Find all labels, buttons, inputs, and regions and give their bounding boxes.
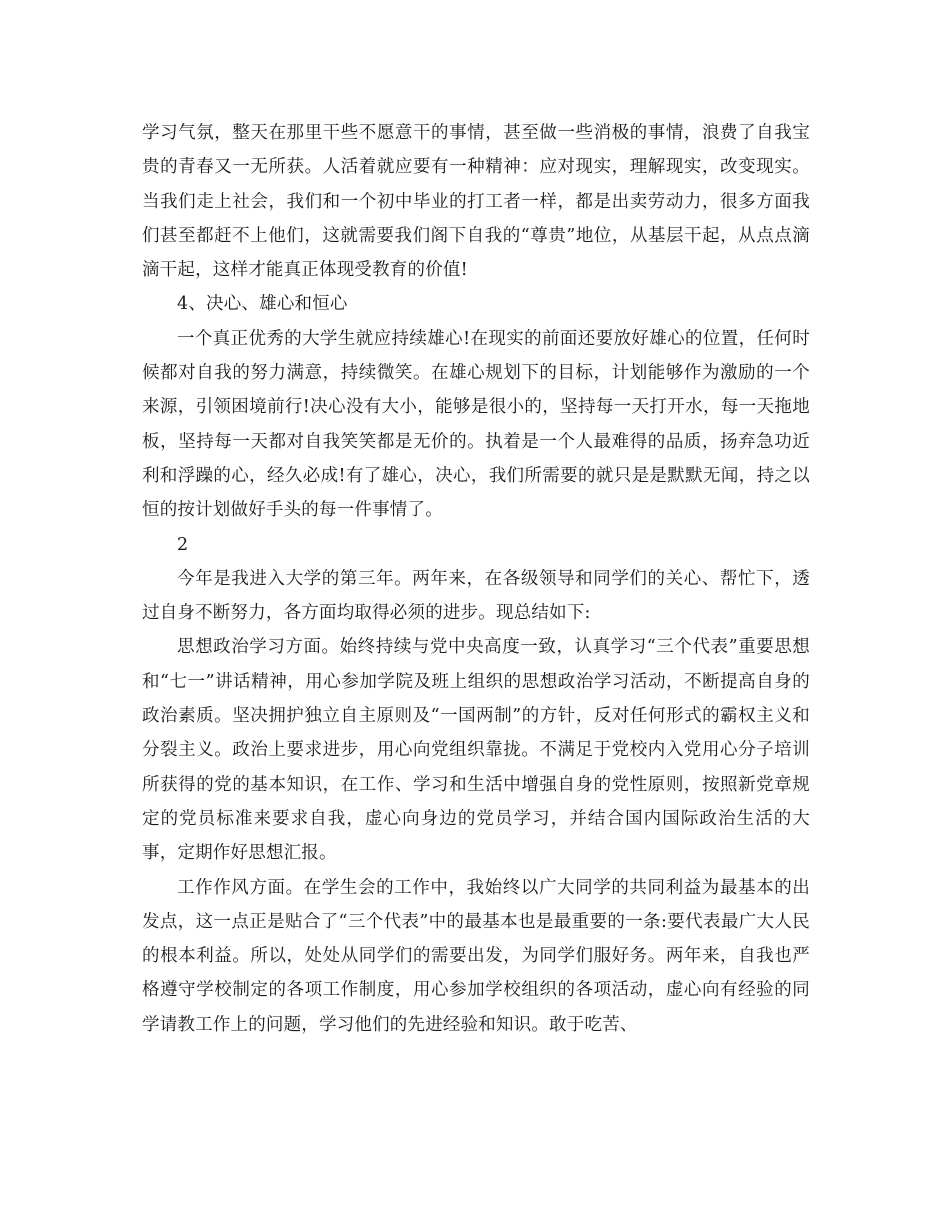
section-number: 2 bbox=[177, 534, 189, 555]
paragraph: 思想政治学习方面。始终持续与党中央高度一致，认真学习“三个代表”重要思想和“七一”讲话精神，用心参加学院及班上组织的思想政治学习活动，不断提高自身的政治素质。坚决拥护独立自主原则及“一国两制”的方针，反对任何形式的霸权主义和分裂主义。政治上要求进步，用心向党组织靠拢。不满足于党校内入党用心分子培训所获得的党的基本知识，在工作、学习和生活中增强自身的党性原则，按照新党章规定的党员标准来要求自我，虚心向身边的党员学习，并结合国内国际政治生活的大事，定期作好思想汇报。 bbox=[142, 637, 810, 864]
document-body bbox=[142, 116, 810, 1042]
paragraph: 一个真正优秀的大学生就应持续雄心!在现实的前面还要放好雄心的位置，任何时候都对自我的努力满意，持续微笑。在雄心规划下的目标，计划能够作为激励的一个来源，引领困境前行!决心没有大小，能够是很小的，坚持每一天打开水，每一天拖地板，坚持每一天都对自我笑笑都是无价的。执着是一个人最难得的品质，扬弃急功近利和浮躁的心，经久必成!有了雄心，决心，我们所需要的就只是是默默无闻，持之以恒的按计划做好手头的每一件事情了。 bbox=[142, 328, 810, 521]
paragraph: 工作作风方面。在学生会的工作中，我始终以广大同学的共同利益为最基本的出发点，这一点正是贴合了“三个代表”中的最基本也是最重要的一条:要代表最广大人民的根本利益。所以，处处从同学们的需要出发，为同学们服好务。两年来，自我也严格遵守学校制定的各项工作制度，用心参加学校组织的各项活动，虚心向有经验的同学请教工作上的问题，学习他们的先进经验和知识。敢于吃苦、 bbox=[142, 877, 810, 1035]
section-heading: 4、决心、雄心和恒心 bbox=[177, 294, 348, 315]
paragraph: 今年是我进入大学的第三年。两年来，在各级领导和同学们的关心、帮忙下，透过自身不断努力，各方面均取得必须的进步。现总结如下: bbox=[142, 568, 810, 624]
paragraph-continuation: 学习气氛，整天在那里干些不愿意干的事情，甚至做一些消极的事情，浪费了自我宝贵的青春又一无所获。人活着就应要有一种精神：应对现实，理解现实，改变现实。当我们走上社会，我们和一个初中毕业的打工者一样，都是出卖劳动力，很多方面我们甚至都赶不上他们，这就需要我们阁下自我的“尊贵”地位，从基层干起，从点点滴滴干起，这样才能真正体现受教育的价值! bbox=[142, 123, 810, 281]
